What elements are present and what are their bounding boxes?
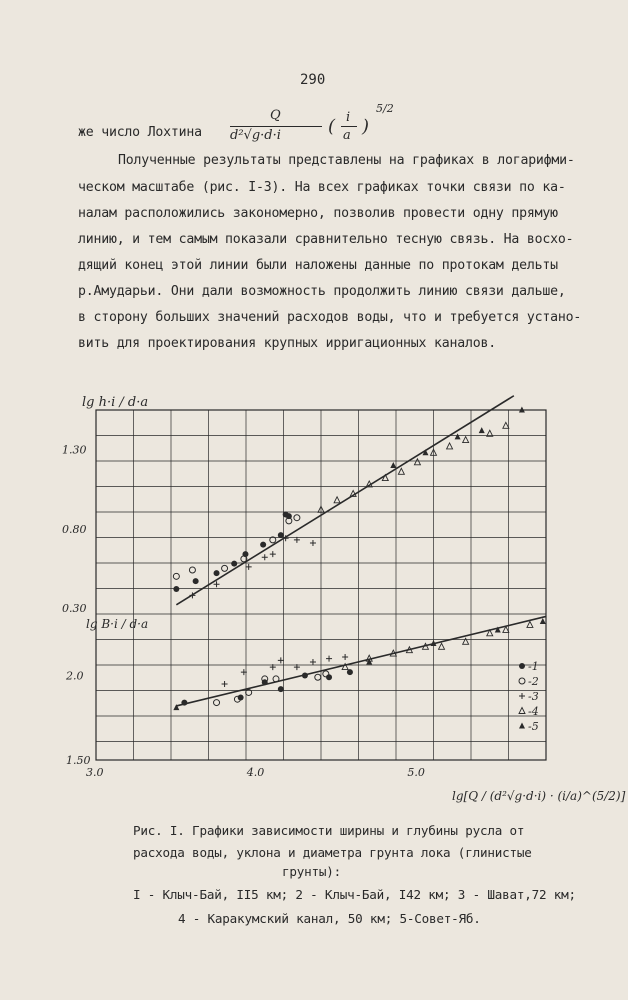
legend-marker-3	[519, 693, 525, 699]
legend-label-4: -4	[528, 705, 539, 718]
lower-y-tick-label: 1.50	[66, 754, 91, 767]
paragraph-line: линию, и тем самым показали сравнительно тесную связь. На восхо-	[78, 232, 574, 247]
upper-point-series-2	[173, 573, 179, 579]
paragraph-line: в сторону больших значений расходов воды, что и требуется устано-	[78, 310, 582, 325]
lower-point-series-1	[278, 686, 284, 692]
upper-point-series-5	[455, 433, 461, 439]
page-number: 290	[300, 72, 326, 88]
lower-point-series-1	[302, 673, 308, 679]
legend-marker-4	[519, 708, 525, 714]
upper-point-series-1	[214, 570, 220, 576]
upper-point-series-3	[310, 540, 316, 546]
lower-y-tick-label: 2.0	[66, 669, 84, 683]
upper-y-tick-label: 0.30	[62, 602, 87, 615]
upper-point-series-1	[173, 586, 179, 592]
caption-line: Рис. I. Графики зависимости ширины и глубины русла от	[133, 823, 525, 838]
upper-point-series-2	[189, 567, 195, 573]
upper-fit-line	[176, 396, 513, 605]
upper-point-series-1	[193, 578, 199, 584]
chart-legend	[519, 660, 539, 733]
legend-marker-2	[519, 678, 525, 684]
lower-point-series-1	[181, 700, 187, 706]
paragraph-line: вить для проектирования крупных ирригационных каналов.	[78, 336, 496, 351]
lokhtin-formula	[228, 102, 408, 148]
upper-point-series-4	[398, 468, 404, 474]
lower-point-series-4	[527, 621, 533, 627]
upper-point-series-3	[246, 564, 252, 570]
lower-point-series-5	[540, 618, 546, 624]
lower-y-axis-label: lg B·i / d·a	[86, 617, 149, 631]
caption-line: грунты):	[282, 864, 342, 879]
x-tick-label: 5.0	[407, 766, 425, 779]
lower-point-series-4	[439, 643, 445, 649]
lower-point-series-3	[222, 681, 228, 687]
lower-point-series-3	[326, 656, 332, 662]
upper-point-series-3	[262, 554, 268, 560]
chart-grid	[96, 410, 546, 760]
data-points	[173, 407, 545, 711]
upper-point-series-1	[278, 532, 284, 538]
upper-point-series-3	[270, 551, 276, 557]
lower-point-series-3	[342, 654, 348, 660]
paragraph-line: р.Амударьи. Они дали возможность продолжить линию связи дальше,	[78, 284, 566, 299]
formula-bar	[230, 126, 322, 127]
legend-label-5: -5	[528, 720, 539, 733]
caption-line: расхода воды, уклона и диаметра грунта лока (глинистые	[133, 845, 532, 860]
formula-paren-num: i	[346, 110, 351, 125]
upper-point-series-4	[414, 459, 420, 465]
legend-label-2: -2	[528, 675, 539, 688]
formula-paren: (	[328, 116, 336, 137]
upper-point-series-4	[334, 497, 340, 503]
caption-line: I - Клыч-Бай, II5 км; 2 - Клыч-Бай, I42 км; 3 - Шават,72 км;	[133, 887, 576, 902]
formula-exponent: 5/2	[376, 102, 394, 115]
lower-point-series-3	[310, 659, 316, 665]
lower-fit-line	[176, 616, 546, 706]
x-axis-label: lg[Q / (d²√g·d·i) · (i/a)^(5/2)]	[452, 789, 626, 803]
lower-point-series-1	[347, 669, 353, 675]
lower-point-series-2	[214, 700, 220, 706]
paragraph-line: Полученные результаты представлены на графиках в логарифми-	[118, 153, 575, 168]
x-tick-label: 3.0	[86, 766, 104, 779]
legend-label-1: -1	[528, 660, 539, 673]
lower-point-series-2	[315, 674, 321, 680]
formula-paren-close: )	[362, 116, 370, 137]
upper-point-series-4	[503, 422, 509, 428]
legend-label-3: -3	[528, 690, 539, 703]
upper-point-series-1	[231, 561, 237, 567]
lower-point-series-2	[323, 671, 329, 677]
caption-line: 4 - Каракумский канал, 50 км; 5-Совет-Яб.	[178, 911, 481, 926]
lower-point-series-3	[278, 657, 284, 663]
figure-chart	[0, 370, 628, 820]
upper-point-series-5	[390, 462, 396, 468]
upper-y-axis-label: lg h·i / d·a	[82, 395, 149, 410]
upper-y-tick-label: 1.30	[62, 443, 87, 457]
upper-y-tick-label: 0.80	[62, 522, 87, 536]
x-tick-label: 4.0	[246, 766, 265, 779]
legend-marker-1	[519, 663, 525, 669]
upper-point-series-5	[479, 427, 485, 433]
upper-point-series-4	[463, 437, 469, 443]
upper-point-series-2	[222, 565, 228, 571]
formula-paren-den: a	[343, 128, 351, 143]
upper-point-series-2	[294, 515, 300, 521]
paragraph-line: дящий конец этой линии были наложены данные по протокам дельты	[78, 258, 558, 273]
legend-marker-5	[519, 723, 525, 729]
intro-text: же число Лохтина	[78, 125, 202, 140]
upper-point-series-1	[260, 542, 266, 548]
fit-lines	[176, 396, 546, 706]
upper-point-series-4	[447, 443, 453, 449]
formula-numerator: Q	[270, 108, 281, 123]
formula-denominator: d²√g·d·i	[230, 128, 281, 143]
paragraph-line: налам расположились закономерно, позволив провести одну прямую	[78, 206, 558, 221]
paragraph-line: ческом масштабе (рис. I-3). На всех графиках точки связи по ка-	[78, 180, 566, 195]
formula-paren-bar	[341, 126, 357, 127]
